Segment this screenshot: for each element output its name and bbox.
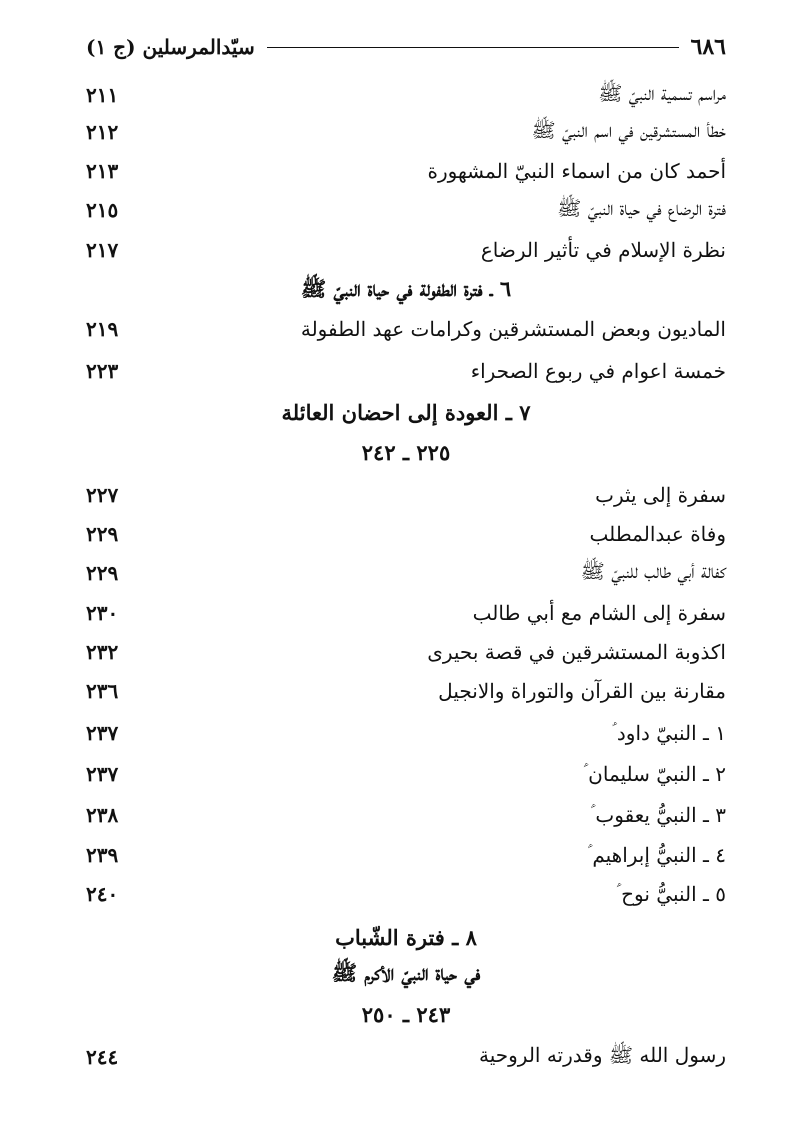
toc-entry <box>86 593 726 633</box>
toc-entry-page: ٢١١ <box>86 83 119 107</box>
toc-entry-title: ١ ـ النبيّ داود ؑ <box>611 721 726 745</box>
toc-entry <box>86 713 726 753</box>
toc-entry-title: ٥ ـ النبيُّ نوح ؑ <box>616 882 726 906</box>
toc-entry <box>86 835 726 875</box>
toc-entry-page: ٢٣٧ <box>86 721 119 745</box>
toc-entry <box>86 475 726 515</box>
toc-entry-page: ٢٢٩ <box>86 561 119 585</box>
toc-entry-page: ٢٤٤ <box>86 1045 119 1069</box>
toc-entry-page: ٢١٩ <box>86 317 119 341</box>
toc-entry <box>86 230 726 270</box>
toc-entry-page: ٢١٢ <box>86 120 119 144</box>
toc-entry <box>86 75 726 115</box>
toc-entry-title: أحمد كان من اسماء النبيّ المشهورة <box>427 159 726 183</box>
toc-entry <box>86 112 726 152</box>
toc-entry-title: اكذوبة المستشرقين في قصة بحيرى <box>427 640 726 664</box>
toc-entry-title: مراسم تسمية النبيّ ﷺ <box>598 80 726 105</box>
toc-entry <box>86 874 726 914</box>
page-number: ٦٨٦ <box>690 34 726 60</box>
header-rule <box>267 47 679 48</box>
section-heading: ٦ ـ فترة الطفولة في حياة النبيّ ﷺ <box>300 275 512 301</box>
toc-entry-title: فترة الرضاع في حياة النبيّ ﷺ <box>557 195 726 220</box>
toc-entry <box>86 553 726 593</box>
toc-entry <box>86 671 726 711</box>
toc-entry-page: ٢٣٧ <box>86 762 119 786</box>
toc-entry-page: ٢٤٠ <box>86 882 119 906</box>
toc-entry-page: ٢٣٨ <box>86 803 119 827</box>
toc-entry-title: نظرة الإسلام في تأثير الرضاع <box>480 238 726 262</box>
toc-entry-title: كفالة أبي طالب للنبيّ ﷺ <box>580 558 726 583</box>
toc-entry <box>86 754 726 794</box>
page-header <box>86 30 726 64</box>
toc-entry-title: سفرة إلى يثرب <box>595 483 726 507</box>
toc-entry <box>86 1037 726 1077</box>
toc-entry <box>86 795 726 835</box>
toc-entry <box>86 151 726 191</box>
toc-entry-page: ٢٣٢ <box>86 640 119 664</box>
toc-entry-title: خطأ المستشرقين في اسم النبيّ ﷺ <box>531 117 726 142</box>
running-head-book-title: سيّدالمرسلين (ج ١) <box>86 35 255 59</box>
toc-entry-title: سفرة إلى الشام مع أبي طالب <box>472 601 726 625</box>
toc-entry-title: وفاة عبدالمطلب <box>589 522 726 546</box>
toc-entry-title: الماديون وبعض المستشرقين وكرامات عهد الطفولة <box>300 317 726 341</box>
toc-entry <box>86 309 726 349</box>
toc-entry-title: خمسة اعوام في ربوع الصحراء <box>470 359 726 383</box>
toc-entry <box>86 190 726 230</box>
toc-entry-title: ٣ ـ النبيُّ يعقوب ؑ <box>590 803 726 827</box>
toc-entry-page: ٢٢٩ <box>86 522 119 546</box>
toc-entry-title: ٢ ـ النبيّ سليمان ؑ <box>583 762 726 786</box>
toc-entry-title: رسول الله ﷺ وقدرته الروحية <box>479 1042 726 1067</box>
toc-entry-page: ٢٢٣ <box>86 359 119 383</box>
toc-entry-page: ٢١٥ <box>86 198 119 222</box>
section-page-range: ٢٢٥ ـ ٢٤٢ <box>361 439 451 465</box>
section-heading: ٨ ـ فترة الشّباب <box>335 924 477 950</box>
toc-entry-title: ٤ ـ النبيُّ إبراهيم ؑ <box>587 843 726 867</box>
toc-entry-page: ٢٢٧ <box>86 483 119 507</box>
toc-entry <box>86 351 726 391</box>
toc-entry <box>86 632 726 672</box>
toc-entry-title: مقارنة بين القرآن والتوراة والانجيل <box>438 679 726 703</box>
toc-entry-page: ٢٣٦ <box>86 679 119 703</box>
section-subheading: في حياة النبيّ الأكرم ﷺ <box>331 959 481 985</box>
toc-entry <box>86 514 726 554</box>
section-page-range: ٢٤٣ ـ ٢٥٠ <box>361 1001 451 1027</box>
toc-entry-page: ٢١٣ <box>86 159 119 183</box>
toc-entry-page: ٢٣٠ <box>86 601 119 625</box>
toc-entry-page: ٢٣٩ <box>86 843 119 867</box>
section-heading: ٧ ـ العودة إلى احضان العائلة <box>281 399 531 425</box>
toc-entry-page: ٢١٧ <box>86 238 119 262</box>
